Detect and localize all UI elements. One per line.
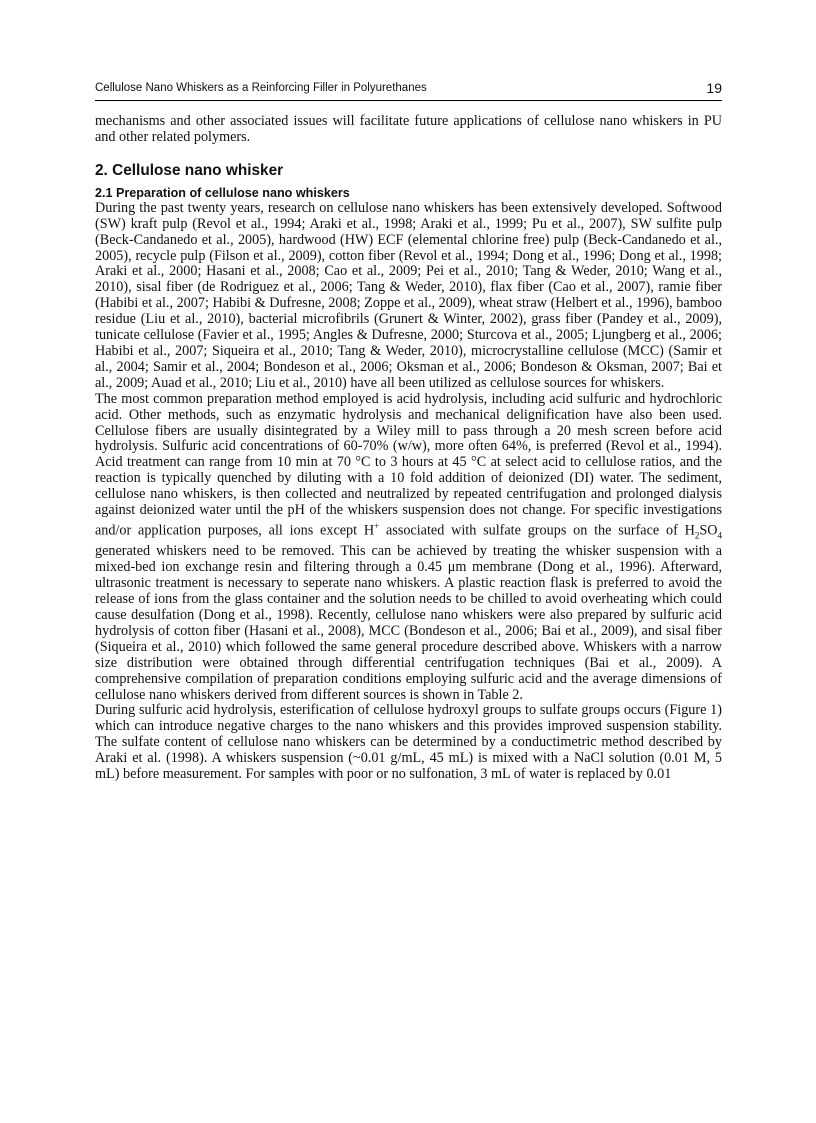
body-text (95, 114, 722, 783)
paragraph-text: SO (699, 522, 718, 539)
superscript-plus: + (374, 520, 380, 531)
intro-paragraph-tail: mechanisms and other associated issues will facilitate future applications of cellulose nano whiskers in PU and other related polymers. (95, 113, 722, 145)
running-title: Cellulose Nano Whiskers as a Reinforcing Filler in Polyurethanes (95, 82, 427, 94)
paragraph-acid-hydrolysis (95, 392, 722, 704)
section-heading: 2. Cellulose nano whisker (95, 161, 284, 179)
paragraph-text: associated with sulfate groups on the surface of H (379, 522, 695, 539)
paragraph-text: generated whiskers need to be removed. This can be achieved by treating the whisker suspension with a mixed-bed ion exchange resin and filtering through a 0.45 μm membrane (Dong et al., 1996). Afterward, ultrasonic treatment is necessary to seperate nano whiskers. A plastic reaction flask is preferred to avoid the release of ions from the glass container and the solution needs to be chilled to avoid overheating which could cause desulfation (Dong et al., 1998). Recently, cellulose nano whiskers were also prepared by sulfuric acid hydrolysis of cotton fiber (Hasani et al., 2008), MCC (Bondeson et al., 2006; Bai et al., 2009), and sisal fiber (Siqueira et al., 2010) which followed the same general procedure described above. Whiskers with a narrow size distribution were obtained through differential centrifugation techniques (Bai et al., 2009). A comprehensive compilation of preparation conditions employing sulfuric acid and the average dimensions of cellulose nano whiskers derived from different sources is shown in Table 2. (95, 543, 722, 703)
paragraph-sulfate-groups: During sulfuric acid hydrolysis, esterification of cellulose hydroxyl groups to sulfate groups occurs (Figure 1) which can introduce negative charges to the nano whiskers and this provides improved suspension stability. The sulfate content of cellulose nano whiskers can be determined by a conductimetric method described by Araki et al. (1998). A whiskers suspension (~0.01 g/mL, 45 mL) is mixed with a NaCl solution (0.01 M, 5 mL) before measurement. For samples with poor or no sulfonation, 3 mL of water is replaced by 0.01 (95, 702, 722, 783)
paragraph-cellulose-sources: During the past twenty years, research on cellulose nano whiskers has been extensively developed. Softwood (SW) kraft pulp (Revol et al., 1994; Araki et al., 1998; Araki et al., 1999; Pu et al., 2007), SW sulfite pulp (Beck-Candanedo et al., 2005), hardwood (HW) ECF (elemental chlorine free) pulp (Beck-Candanedo et al., 2005), recycle pulp (Filson et al., 2009), cotton fiber (Revol et al., 1994; Dong et al., 1996; Dong et al., 1998; Araki et al., 2000; Hasani et al., 2008; Cao et al., 2009; Pei et al., 2010; Tang & Weder, 2010; Wang et al., 2010), sisal fiber (de Rodriguez et al., 2006; Tang & Weder, 2010), flax fiber (Cao et al., 2007), ramie fiber (Habibi et al., 2007; Habibi & Dufresne, 2008; Zoppe et al., 2009), wheat straw (Helbert et al., 1996), bamboo residue (Liu et al., 2010), bacterial microfibrils (Grunert & Winter, 2002), grass fiber (Pandey et al., 2009), tunicate cellulose (Favier et al., 1995; Angles & Dufresne, 2000; Sturcova et al., 2005; Ljungberg et al., 2006; Habibi et al., 2007; Siqueira et al., 2010; Tang & Weder, 2010), microcrystalline cellulose (MCC) (Samir et al., 2004; Samir et al., 2004; Bondeson et al., 2006; Oksman et al., 2006; Bondeson & Oksman, 2007; Bai et al., 2009; Auad et al., 2010; Liu et al., 2010) have all been utilized as cellulose sources for whiskers. (95, 199, 722, 391)
paragraph-text: The most common preparation method employed is acid hydrolysis, including acid sulfuric and hydrochloric acid. Other methods, such as enzymatic hydrolysis and mechanical delignification have also been used. Cellulose fibers are usually disintegrated by a Wiley mill to pass through a 20 mesh screen before acid hydrolysis. Sulfuric acid concentrations of 60-70% (w/w), more often 64%, is preferred (Revol et al., 1994). Acid treatment can range from 10 min at 70 °C to 3 hours at 45 °C at select acid to cellulose ratios, and the reaction is typically quenched by diluting with a 10 fold addition of deionized (DI) water. The sediment, cellulose nano whiskers, is then collected and neutralized by repeated centrifugation and prolonged dialysis against deionized water until the pH of the whiskers suspension does not change. For specific investigations and/or application purposes, all ions except H (95, 390, 722, 539)
subscript-4: 4 (717, 530, 722, 541)
running-header (95, 80, 722, 101)
page-number: 19 (706, 80, 722, 96)
subscript-2: 2 (694, 530, 700, 541)
subsection-heading: 2.1 Preparation of cellulose nano whiskers (95, 185, 350, 200)
